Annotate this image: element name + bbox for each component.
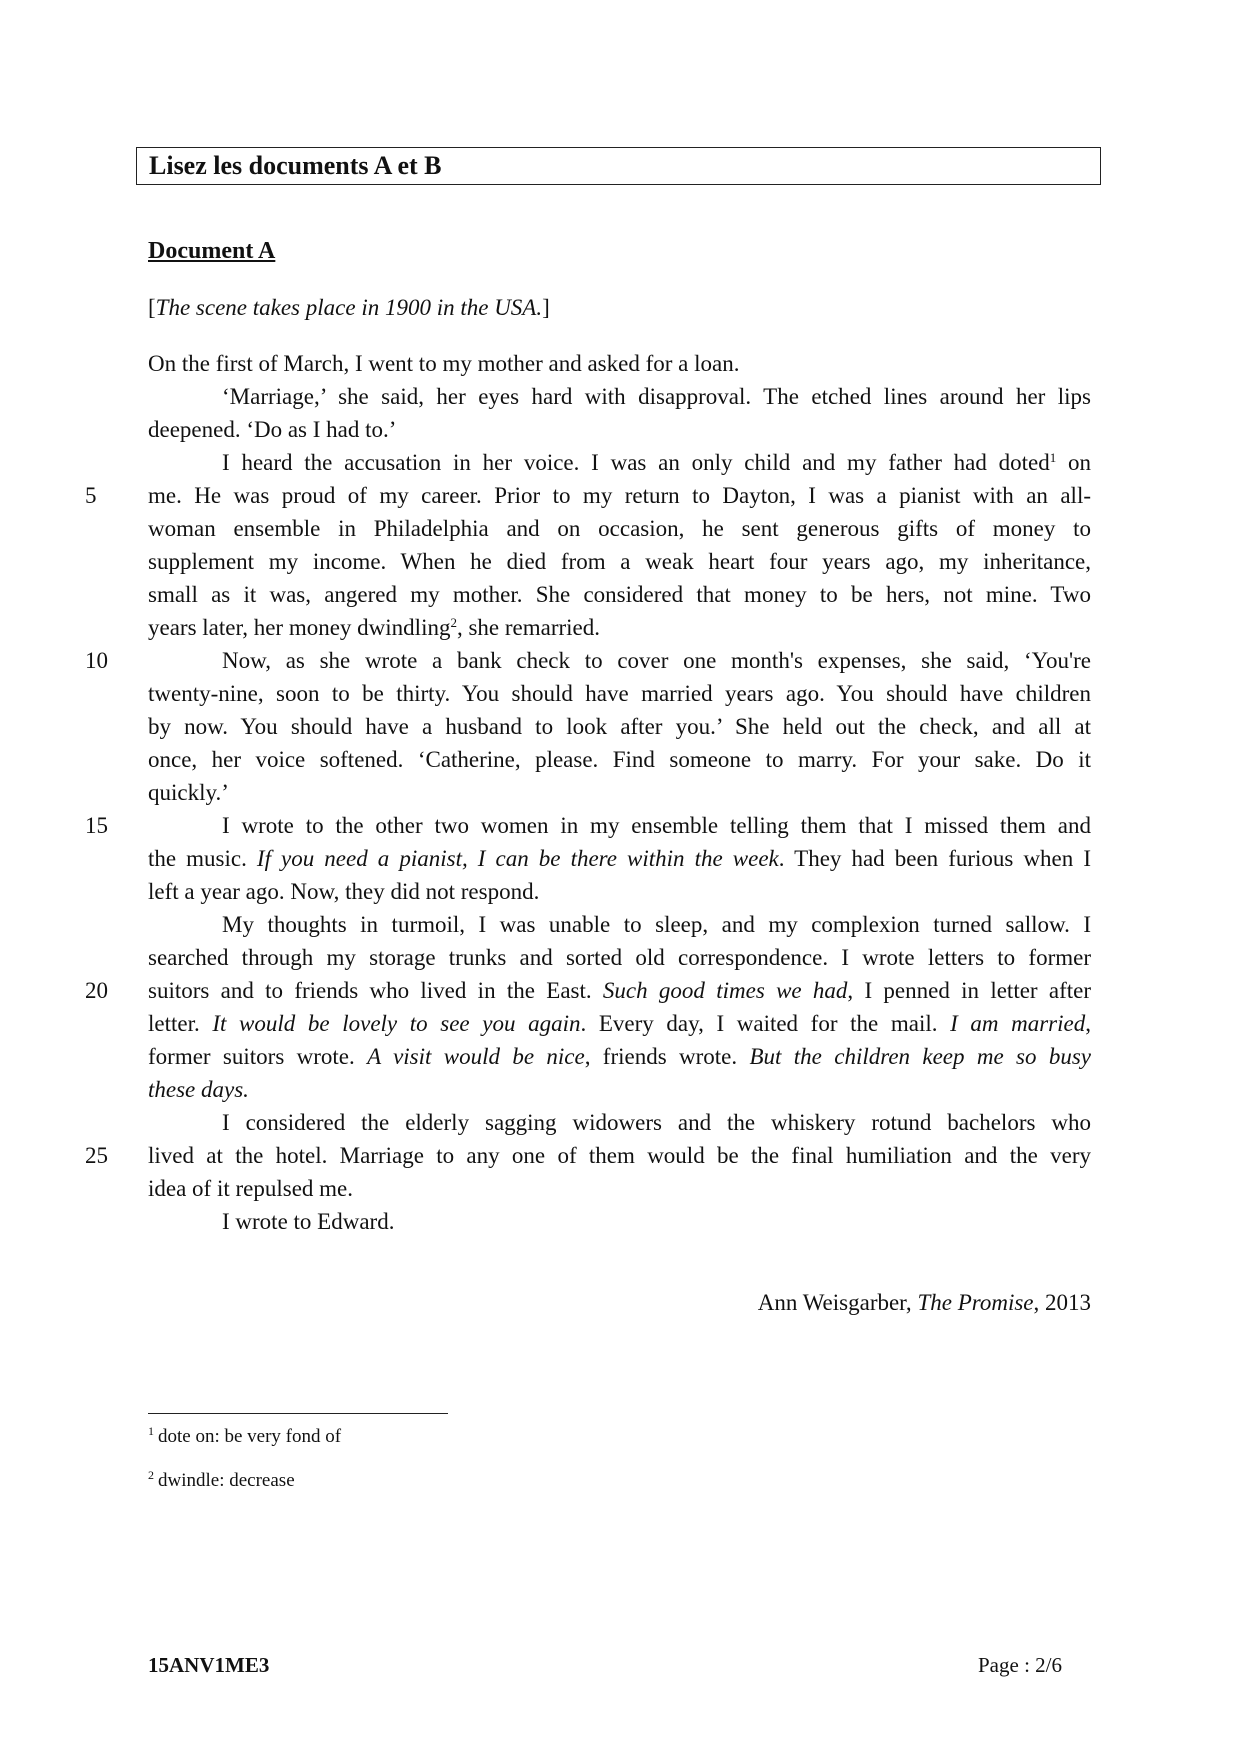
footnote-ref-2: 2 bbox=[450, 615, 457, 630]
text-line-16: the music. If you need a pianist, I can be there within the week. They had been furious when I bbox=[148, 846, 1091, 871]
text-line-27: I wrote to Edward. bbox=[222, 1209, 395, 1234]
scene-bracket-open: [ bbox=[148, 295, 156, 320]
footnote-divider bbox=[148, 1413, 448, 1414]
source-attribution: Ann Weisgarber, The Promise, 2013 bbox=[757, 1290, 1091, 1315]
scene-bracket-close: ] bbox=[542, 295, 550, 320]
footnote-ref-1: 1 bbox=[1049, 450, 1057, 465]
text-line-17: left a year ago. Now, they did not respond. bbox=[148, 879, 540, 904]
line-number: 20 bbox=[85, 978, 108, 1003]
text-line-7: supplement my income. When he died from a weak heart four years ago, my inheritance, bbox=[148, 549, 1091, 574]
line-number: 15 bbox=[85, 813, 108, 838]
text-line-15: 15 I wrote to the other two women in my ensemble telling them that I missed them and bbox=[148, 809, 1091, 842]
text-line-21: letter. It would be lovely to see you again. Every day, I waited for the mail. I am married, bbox=[148, 1011, 1091, 1036]
text-line-20: 20 suitors and to friends who lived in the East. Such good times we had, I penned in letter after bbox=[148, 974, 1091, 1007]
scene-note bbox=[148, 295, 550, 321]
line-number: 10 bbox=[85, 648, 108, 673]
text-line-3: deepened. ‘Do as I had to.’ bbox=[148, 417, 397, 442]
text-line-1: On the first of March, I went to my mother and asked for a loan. bbox=[148, 351, 740, 376]
work-title: The Promise bbox=[917, 1290, 1034, 1315]
line-number: 5 bbox=[85, 483, 97, 508]
document-body bbox=[85, 347, 1091, 1238]
text-line-19: searched through my storage trunks and sorted old correspondence. I wrote letters to former bbox=[148, 945, 1091, 970]
text-line-23: these days. bbox=[148, 1077, 249, 1102]
text-line-18: My thoughts in turmoil, I was unable to sleep, and my complexion turned sallow. I bbox=[222, 912, 1091, 937]
exam-code: 15ANV1ME3 bbox=[148, 1653, 270, 1677]
text-line-9: years later, her money dwindling$^2$, she remarried. bbox=[148, 615, 601, 640]
text-line-5: 5 me. He was proud of my career. Prior to my return to Dayton, I was a pianist with an all- bbox=[148, 479, 1091, 512]
text-line-26: idea of it repulsed me. bbox=[148, 1176, 354, 1201]
text-line-4: I heard the accusation in her voice. I was an only child and my father had doted$^1$ on bbox=[222, 450, 1091, 475]
text-line-10: 10 Now, as she wrote a bank check to cover one month's expenses, she said, ‘You're bbox=[148, 644, 1091, 677]
text-line-11: twenty-nine, soon to be thirty. You should have married years ago. You should have children bbox=[148, 681, 1091, 706]
text-line-22: former suitors wrote. A visit would be nice, friends wrote. But the children keep me so busy bbox=[148, 1044, 1091, 1069]
footnote-2: $^2$ dwindle: decrease bbox=[148, 1468, 295, 1491]
text-line-8: small as it was, angered my mother. She considered that money to be hers, not mine. Two bbox=[148, 582, 1091, 607]
instruction-title: Lisez les documents A et B bbox=[149, 151, 442, 180]
text-line-2: ‘Marriage,’ she said, her eyes hard with disapproval. The etched lines around her lips bbox=[222, 384, 1091, 409]
text-line-6: woman ensemble in Philadelphia and on occasion, he sent generous gifts of money to bbox=[148, 516, 1091, 541]
line-number: 25 bbox=[85, 1143, 108, 1168]
scene-text: The scene takes place in 1900 in the USA. bbox=[155, 295, 543, 320]
text-line-25: 25 lived at the hotel. Marriage to any one of them would be the final humiliation and the very bbox=[148, 1139, 1091, 1172]
text-line-12: by now. You should have a husband to look after you.’ She held out the check, and all at bbox=[148, 714, 1091, 739]
text-line-14: quickly.’ bbox=[148, 780, 229, 805]
page-number: Page : 2/6 bbox=[978, 1653, 1062, 1677]
text-line-13: once, her voice softened. ‘Catherine, please. Find someone to marry. For your sake. Do it bbox=[148, 747, 1091, 772]
footnote-1: $^1$ dote on: be very fond of bbox=[148, 1424, 342, 1447]
document-title: Document A bbox=[148, 238, 276, 264]
instruction-box bbox=[136, 147, 1101, 185]
text-line-24: I considered the elderly sagging widowers and the whiskery rotund bachelors who bbox=[222, 1110, 1091, 1135]
